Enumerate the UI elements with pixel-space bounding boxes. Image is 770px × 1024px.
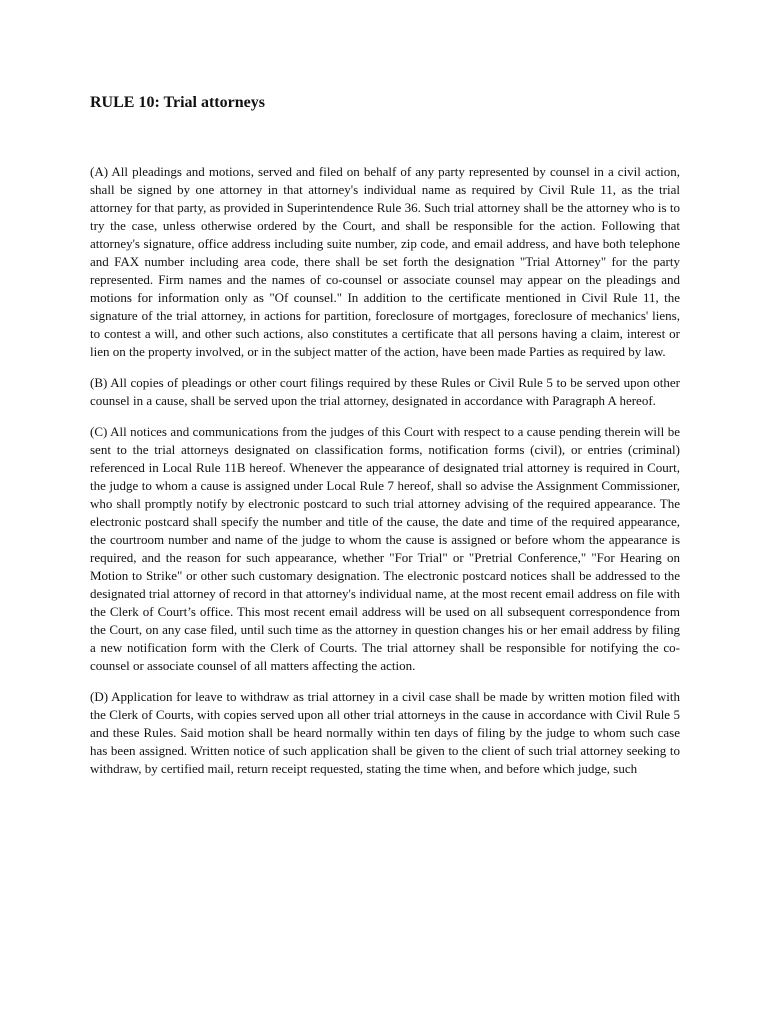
paragraph-c: (C) All notices and communications from the judges of this Court with respect to a cause pending therein will be sent to the trial attorneys designated on classification forms, notification forms (civil), or entries (criminal) referenced in Local Rule 11B hereof. Whenever the appearance of designated trial attorney is required in Court, the judge to whom a cause is assigned under Local Rule 7 hereof, shall so advise the Assignment Commissioner, who shall promptly notify by electronic postcard to such trial attorney advising of the required appearance. The electronic postcard shall specify the number and title of the cause, the date and time of the required appearance, the courtroom number and name of the judge to whom the cause is assigned or before whom the appearance is required, and the reason for such appearance, whether "For Trial" or "Pretrial Conference," "For Hearing on Motion to Strike" or other such customary designation. The electronic postcard notices shall be addressed to the designated trial attorney of record in that attorney's individual name, at the most recent email address on file with the Clerk of Court’s office. This most recent email address will be used on all subsequent correspondence from the Court, on any case filed, until such time as the attorney in question changes his or her email address by filing a new notification form with the Clerk of Courts. The trial attorney shall be responsible for notifying the co-counsel or associate counsel of all matters affecting the action. — [90, 424, 680, 673]
paragraph-b: (B) All copies of pleadings or other court filings required by these Rules or Civil Rule 5 to be served upon other counsel in a cause, shall be served upon the trial attorney, designated in accordance with Paragraph A hereof. — [90, 375, 680, 408]
rule-body — [90, 163, 680, 791]
paragraph-d: (D) Application for leave to withdraw as trial attorney in a civil case shall be made by written motion filed with the Clerk of Courts, with copies served upon all other trial attorneys in the cause in accordance with Civil Rule 5 and these Rules. Said motion shall be heard normally within ten days of filing by the judge to whom such case has been assigned. Written notice of such application shall be given to the client of such trial attorney seeking to withdraw, by certified mail, return receipt requested, stating the time when, and before which judge, such — [90, 689, 680, 776]
rule-title: RULE 10: Trial attorneys — [90, 94, 265, 111]
paragraph-a: (A) All pleadings and motions, served and filed on behalf of any party represented by counsel in a civil action, shall be signed by one attorney in that attorney's individual name as required by Civil Rule 11, as the trial attorney for that party, as provided in Superintendence Rule 36. Such trial attorney shall be the attorney who is to try the case, unless otherwise ordered by the Court, and shall be responsible for the action. Following that attorney's signature, office address including suite number, zip code, and email address, and have both telephone and FAX number including area code, there shall be set forth the designation "Trial Attorney" for the party represented. Firm names and the names of co-counsel or associate counsel may appear on the pleadings and motions for information only as "Of counsel." In addition to the certificate mentioned in Civil Rule 11, the signature of the trial attorney, in actions for partition, foreclosure of mortgages, foreclosure of mechanics' liens, to contest a will, and other such actions, also constitutes a certificate that all persons having a claim, interest or lien on the property involved, or in the subject matter of the action, have been made Parties as required by law. — [90, 164, 680, 359]
